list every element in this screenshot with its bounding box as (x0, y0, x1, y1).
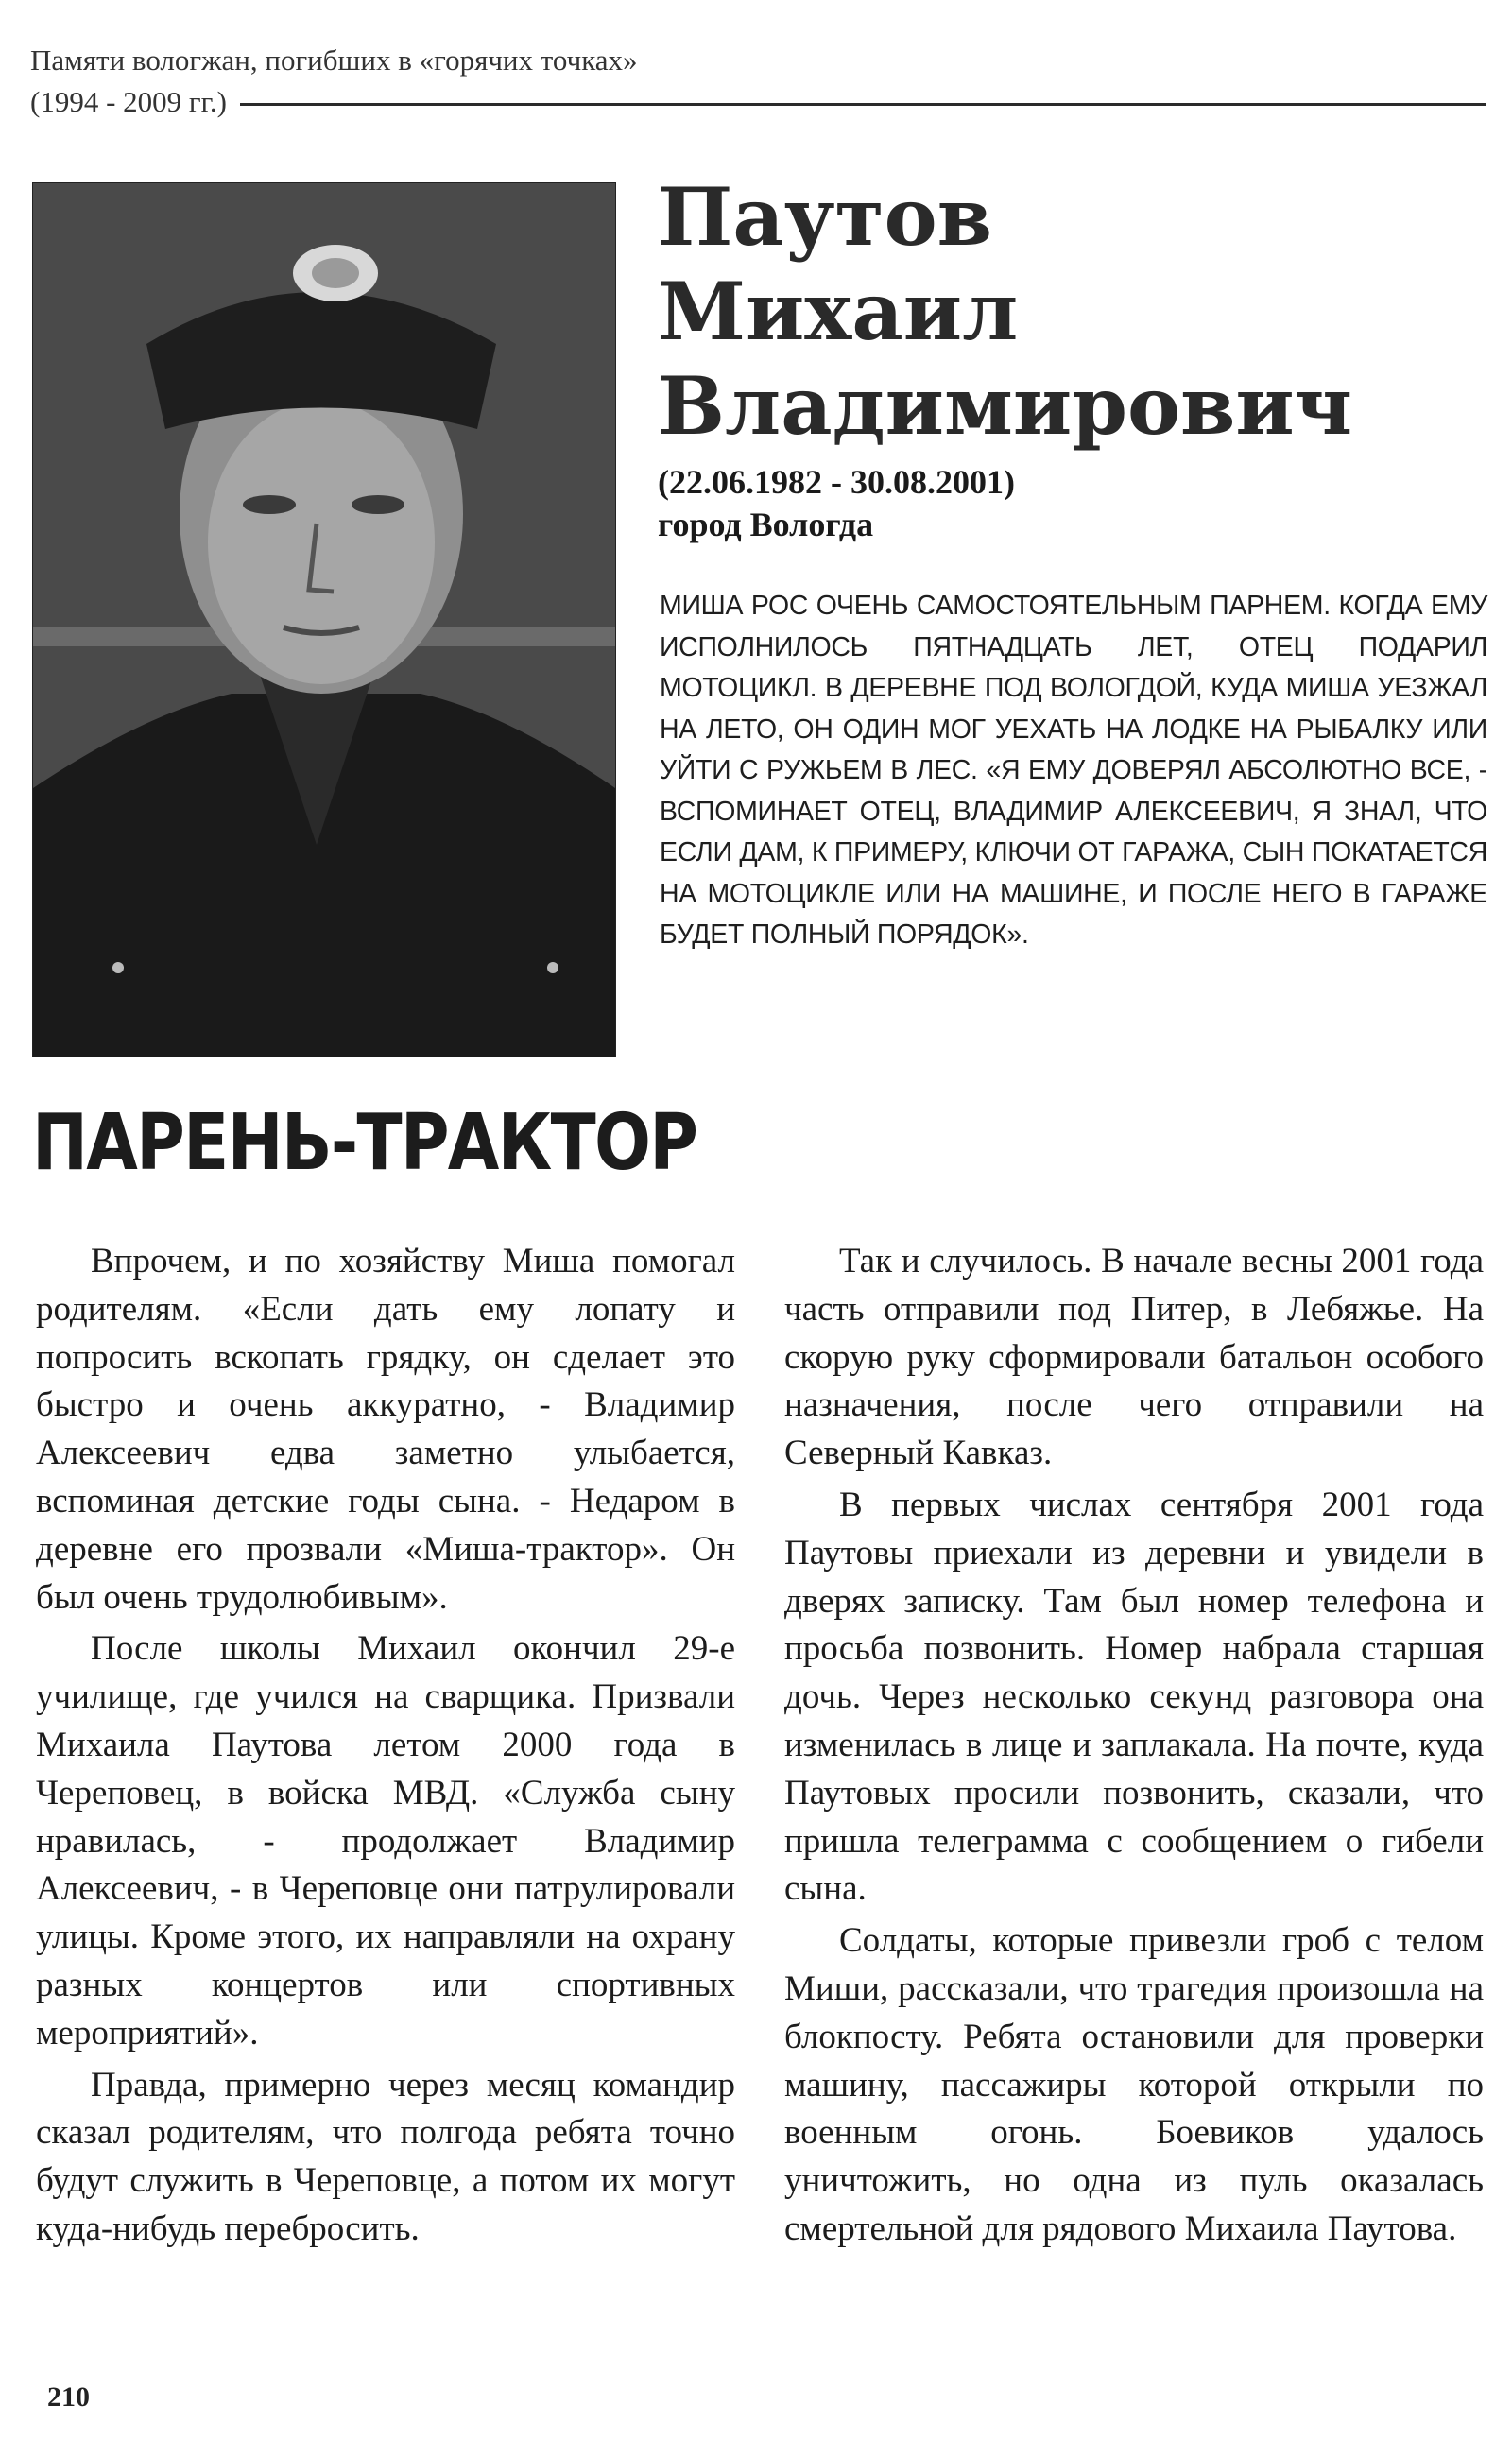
body-paragraph: Правда, примерно через месяц командир сказал родителям, что полгода ребята точно будут служить в Череповце, а потом их могут куда-нибудь перебросить. (36, 2065, 735, 2248)
life-dates: (22.06.1982 - 30.08.2001) (658, 463, 1015, 501)
portrait-illustration (33, 183, 615, 1057)
body-column-left (36, 1238, 735, 2258)
body-paragraph: В первых числах сентября 2001 года Паутовы приехали из деревни и увидели в дверях записку. Там был номер телефона и просьба позвонить. Номер набрала старшая дочь. Через несколько секунд разговора она изменилась в лице и заплакала. На почте, куда Паутовых просили позвонить, сказали, что пришла телеграмма с сообщением о гибели сына. (784, 1485, 1484, 1909)
running-header-title: Памяти вологжан, погибших в «горячих точках» (30, 43, 638, 77)
body-paragraph: Так и случилось. В начале весны 2001 года часть отправили под Питер, в Лебяжье. На скорую руку сформировали батальон особого назначения, после чего отправили на Северный Кавказ. (784, 1242, 1484, 1473)
page-number: 210 (47, 2381, 90, 2413)
body-column-right (784, 1238, 1484, 2258)
running-header (30, 40, 1486, 123)
body-paragraph: Впрочем, и по хозяйству Миша помогал родителям. «Если дать ему лопату и попросить вскопать грядку, он сделает это быстро и очень аккуратно, - Владимир Алексеевич едва заметно улыбается, вспоминая детские годы сына. - Недаром в деревне его прозвали «Миша-трактор». Он был очень трудолюбивым». (36, 1242, 735, 1617)
body-paragraph: Солдаты, которые привезли гроб с телом Миши, рассказали, что трагедия произошла на блокпосту. Ребята остановили для проверки машину, пассажиры которой открыли по военным огонь. Боевиков удалось уничтожить, но одна из пуль оказалась смертельной для рядового Михаила Паутова. (784, 1921, 1484, 2248)
portrait-photo (32, 182, 616, 1057)
person-info (658, 170, 1489, 546)
article-headline: ПАРЕНЬ-ТРАКТОР (32, 1098, 697, 1188)
lead-paragraph: МИША РОС ОЧЕНЬ САМОСТОЯТЕЛЬНЫМ ПАРНЕМ. КОГДА ЕМУ ИСПОЛНИЛОСЬ ПЯТНАДЦАТЬ ЛЕТ, ОТЕЦ ПОДАРИЛ МОТОЦИКЛ. В ДЕРЕВНЕ ПОД ВОЛОГДОЙ, КУДА МИША УЕЗЖАЛ НА ЛЕТО, ОН ОДИН МОГ УЕХАТЬ НА ЛОДКЕ НА РЫБАЛКУ ИЛИ УЙТИ С РУЖЬЕМ В ЛЕС. «Я ЕМУ ДОВЕРЯЛ АБСОЛЮТНО ВСЕ, - ВСПОМИНАЕТ ОТЕЦ, ВЛАДИМИР АЛЕКСЕЕВИЧ, Я ЗНАЛ, ЧТО ЕСЛИ ДАМ, К ПРИМЕРУ, КЛЮЧИ ОТ ГАРАЖА, СЫН ПОКАТАЕТСЯ НА МОТОЦИКЛЕ ИЛИ НА МАШИНЕ, И ПОСЛЕ НЕГО В ГАРАЖЕ БУДЕТ ПОЛНЫЙ ПОРЯДОК». (660, 591, 1487, 950)
person-given-name: Михаил (658, 265, 1019, 358)
body-paragraph: После школы Михаил окончил 29-е училище, где учился на сварщика. Призвали Михаила Паутова летом 2000 года в Череповец, в войска МВД. «Служба сыну нравилась, - продолжает Владимир Алексеевич, - в Череповце они патрулировали улицы. Кроме этого, их направляли на охрану разных концертов или спортивных мероприятий». (36, 1629, 735, 2053)
home-city: город Вологда (658, 506, 874, 543)
running-header-years-row (30, 81, 1486, 123)
person-name (658, 170, 1489, 454)
person-patronymic: Владимирович (658, 359, 1353, 453)
header-rule (240, 103, 1486, 106)
running-header-years: (1994 - 2009 гг.) (30, 85, 227, 118)
person-surname: Паутов (658, 170, 992, 264)
